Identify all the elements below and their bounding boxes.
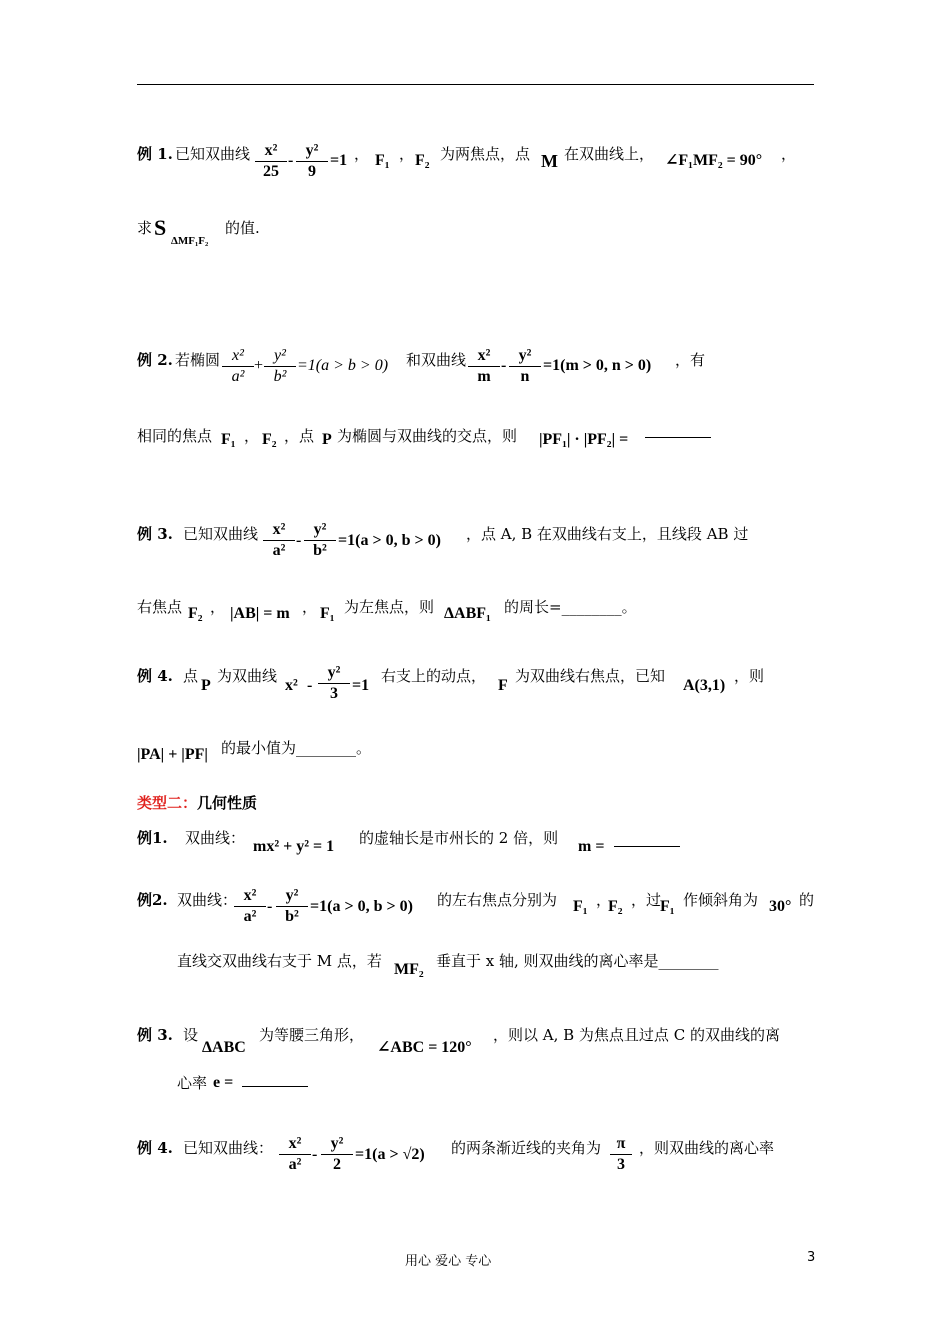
minus-sign: - <box>288 152 294 169</box>
example-label: 例1. <box>137 829 168 847</box>
plus-sign: + <box>254 357 264 374</box>
text: 的值. <box>225 219 260 237</box>
text: 设 <box>183 1026 199 1044</box>
fraction <box>274 887 310 926</box>
hyperbola-equation: mx² + y² = 1 <box>253 838 335 855</box>
example-label: 例 1. <box>137 145 173 163</box>
denominator: b² <box>285 908 299 925</box>
example-label: 例 4. <box>137 667 173 685</box>
numerator: x² <box>264 142 278 159</box>
example-label: 例 2. <box>137 351 173 369</box>
text: 为双曲线 <box>217 667 278 685</box>
answer-blank <box>645 437 711 438</box>
focus-f1: F₁ <box>221 431 236 448</box>
text: 的两条渐近线的夹角为 <box>451 1139 602 1157</box>
denominator: 3 <box>330 685 338 702</box>
equation-rhs: =1(a > b > 0) <box>297 357 389 374</box>
fraction <box>294 142 330 181</box>
section-heading-text: 几何性质 <box>197 794 258 812</box>
minus-sign: - <box>267 898 273 915</box>
text: 为左焦点，则 <box>344 598 435 616</box>
focus-f1: F₁ <box>660 898 675 915</box>
fraction <box>220 347 256 386</box>
fraction <box>507 347 543 386</box>
denominator: 3 <box>617 1156 625 1173</box>
sum-expression: |PA| + |PF| <box>137 746 208 763</box>
text: ，则双曲线的离心率 <box>639 1139 775 1157</box>
angle-abc: ∠ABC = 120° <box>377 1039 472 1056</box>
denominator: 9 <box>308 163 316 180</box>
denominator: a² <box>272 542 286 559</box>
focus-f: F <box>498 677 508 694</box>
numerator: y² <box>330 1135 344 1152</box>
equation-rhs: =1(a > 0, b > 0) <box>338 532 441 549</box>
denominator: a² <box>243 908 257 925</box>
minus-sign: - <box>296 532 302 549</box>
fraction <box>316 664 352 703</box>
equation-rhs: =1(m > 0, n > 0) <box>543 357 652 374</box>
fraction <box>253 142 289 181</box>
numerator: x² <box>232 347 244 364</box>
triangle-abc: ΔABC <box>202 1039 246 1056</box>
text: 为两焦点，点 <box>440 145 531 163</box>
text: 的虚轴长是市州长的 2 倍，则 <box>359 829 559 847</box>
denominator: b² <box>273 368 287 385</box>
x-squared: x² <box>285 677 298 694</box>
denominator: b² <box>313 542 327 559</box>
equation-rhs: =1 <box>330 152 348 169</box>
text: ， <box>354 145 370 163</box>
text: ，有 <box>675 351 706 369</box>
text: 为双曲线右焦点，已知 <box>515 667 666 685</box>
focus-f1: F₁ <box>320 605 335 622</box>
text: 垂直于 x 轴, 则双曲线的离心率是________ <box>436 952 719 970</box>
numerator: y² <box>305 142 319 159</box>
numerator: y² <box>274 347 286 364</box>
focus-f1: F₁ <box>573 898 588 915</box>
example-label: 例2. <box>137 891 168 909</box>
text: 作倾斜角为 <box>683 891 759 909</box>
numerator: x² <box>288 1135 302 1152</box>
fraction <box>277 1135 313 1174</box>
text: 的周长=________。 <box>504 598 637 616</box>
text: ，则 <box>734 667 765 685</box>
example-label: 例 3. <box>137 1026 173 1044</box>
section-heading-red: 类型二： <box>137 794 198 812</box>
text: 的左右焦点分别为 <box>437 891 558 909</box>
minus-sign: - <box>501 357 507 374</box>
text: ，则以 A, B 为焦点且过点 C 的双曲线的离 <box>493 1026 780 1044</box>
m-equals: m = <box>578 838 605 855</box>
denominator: a² <box>288 1156 302 1173</box>
text: ， <box>244 427 260 445</box>
header-rule <box>137 84 814 85</box>
denominator: n <box>520 368 530 385</box>
numerator: x² <box>272 521 286 538</box>
numerator: y² <box>327 664 341 681</box>
numerator: x² <box>243 887 257 904</box>
text: 求 <box>137 219 153 237</box>
page-number: 3 <box>807 1250 816 1265</box>
numerator: y² <box>285 887 299 904</box>
text: ， <box>781 145 797 163</box>
numerator: y² <box>313 521 327 538</box>
text: 已知双曲线 <box>175 145 251 163</box>
numerator: y² <box>518 347 532 364</box>
point-m: M <box>541 151 558 171</box>
text: 和双曲线 <box>406 351 467 369</box>
text: 相同的焦点 <box>137 427 213 445</box>
equation-rhs: =1(a > √2) <box>355 1146 425 1163</box>
minus-sign: - <box>312 1146 318 1163</box>
example-label: 例 3. <box>137 525 173 543</box>
text: 双曲线： <box>185 829 246 847</box>
fraction <box>466 347 502 386</box>
text: 已知双曲线： <box>183 1139 274 1157</box>
inclination-angle: 30° <box>769 898 792 915</box>
text: 点 <box>183 667 199 685</box>
equation-rhs: =1(a > 0, b > 0) <box>310 898 413 915</box>
text: 右焦点 <box>137 598 183 616</box>
angle-expression: ∠F₁MF₂ = 90° <box>665 152 763 169</box>
text: 为椭圆与双曲线的交点，则 <box>337 427 518 445</box>
answer-blank <box>614 846 680 847</box>
text: ， <box>302 598 318 616</box>
denominator: m <box>477 368 491 385</box>
minus-sign: - <box>307 677 313 694</box>
denominator: a² <box>231 368 245 385</box>
point-p: P <box>201 677 211 694</box>
numerator: π <box>616 1135 626 1152</box>
text: ， <box>210 598 226 616</box>
fraction <box>302 521 338 560</box>
focus-f2: F₂ <box>262 431 277 448</box>
focus-f2: F₂ <box>608 898 623 915</box>
product-expression: |PF₁| · |PF₂| = <box>539 431 629 448</box>
answer-blank <box>242 1086 308 1087</box>
point-a: A(3,1) <box>683 677 726 694</box>
text: ，点 A, B 在双曲线右支上，且线段 AB 过 <box>466 525 749 543</box>
footer-motto: 用心 爱心 专心 <box>405 1254 492 1269</box>
focus-f1: F₁ <box>375 152 390 169</box>
section-heading <box>137 794 257 812</box>
fraction <box>608 1135 634 1174</box>
chord-length: |AB| = m <box>230 605 290 622</box>
focus-f2: F₂ <box>188 605 203 622</box>
denominator: 25 <box>263 163 279 180</box>
area-subscript: ΔMF₁F₂ <box>171 235 209 247</box>
text: 的最小值为________。 <box>221 739 372 757</box>
text: ，点 <box>284 427 315 445</box>
text: 双曲线： <box>177 891 238 909</box>
e-equals: e = <box>213 1074 234 1091</box>
denominator: 2 <box>333 1156 341 1173</box>
text: 为等腰三角形， <box>259 1026 365 1044</box>
text: 若椭圆 <box>175 351 221 369</box>
text: 的 <box>799 891 815 909</box>
text: ，过 <box>631 891 662 909</box>
focus-f2: F₂ <box>415 152 430 169</box>
point-p: P <box>322 431 332 448</box>
text: 直线交双曲线右支于 M 点，若 <box>177 952 382 970</box>
text: ， <box>399 145 415 163</box>
text: ， <box>596 891 612 909</box>
area-symbol: S <box>154 215 167 240</box>
example-label: 例 4. <box>137 1139 173 1157</box>
text: 已知双曲线 <box>183 525 259 543</box>
fraction <box>319 1135 355 1174</box>
text: 在双曲线上， <box>564 145 655 163</box>
fraction <box>262 347 298 386</box>
triangle-abf1: ΔABF₁ <box>444 605 491 622</box>
segment-mf2: MF₂ <box>394 961 424 978</box>
numerator: x² <box>477 347 491 364</box>
text: 心率 <box>177 1074 208 1092</box>
text: 右支上的动点， <box>381 667 487 685</box>
fraction <box>232 887 268 926</box>
fraction <box>261 521 297 560</box>
equation-rhs: =1 <box>352 677 370 694</box>
